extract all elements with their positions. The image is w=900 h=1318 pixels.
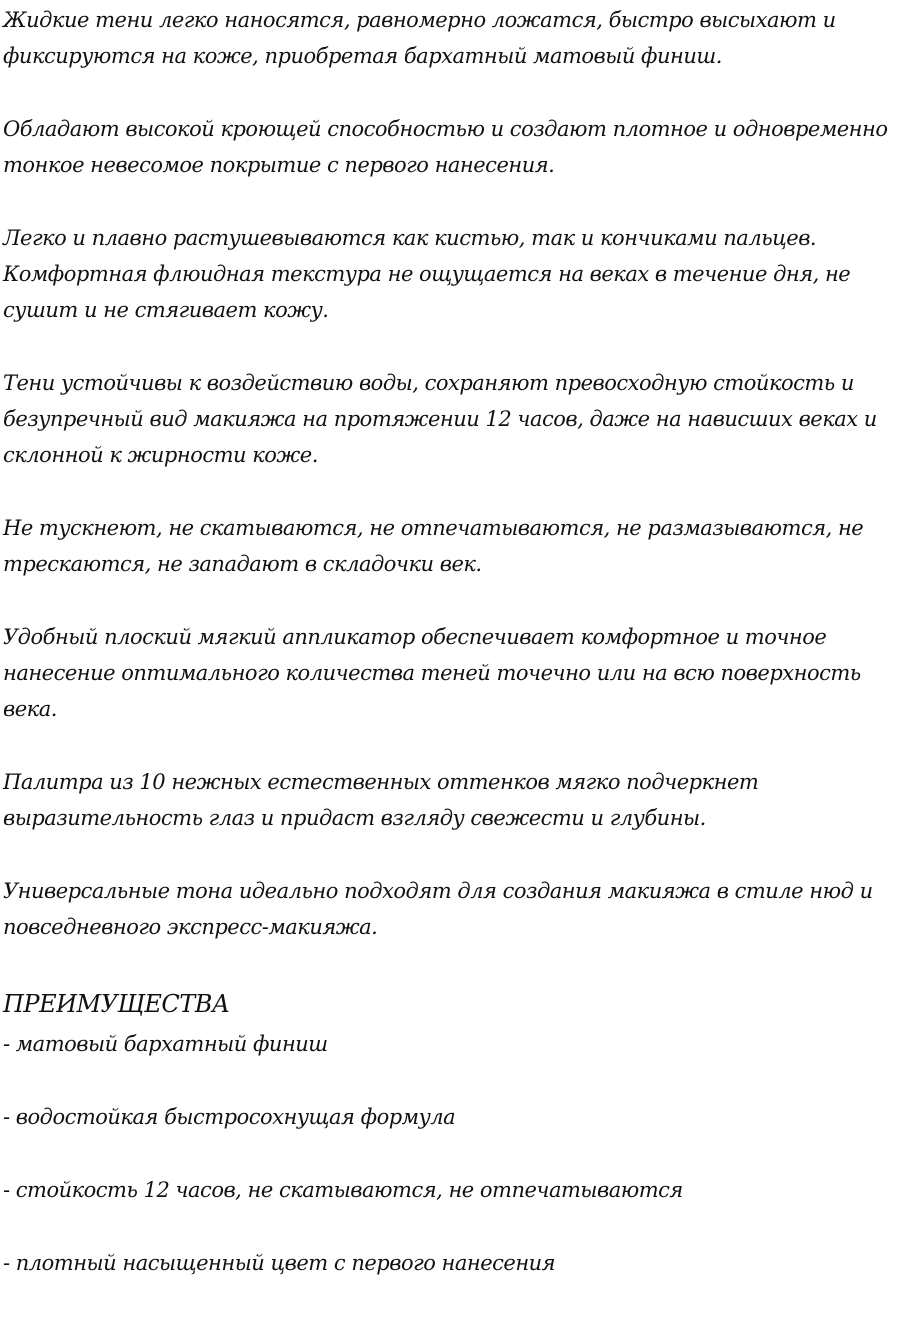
advantage-item: - стойкость 12 часов, не скатываются, не отпечатываются bbox=[3, 1178, 683, 1202]
paragraph-waterproof: Тени устойчивы к воздействию воды, сохраняют превосходную стойкость и безупречный вид макияжа на протяжении 12 часов, даже на нависших веках и склонной к жирности коже. bbox=[3, 371, 877, 467]
paragraph-blending: Легко и плавно растушевываются как кистью, так и кончиками пальцев. Комфортная флюидная текстура не ощущается на веках в течение дня, не сушит и не стягивает кожу. bbox=[3, 226, 851, 322]
paragraph-application: Жидкие тени легко наносятся, равномерно ложатся, быстро высыхают и фиксируются на коже, приобретая бархатный матовый финиш. bbox=[3, 8, 836, 68]
paragraph-coverage: Обладают высокой кроющей способностью и создают плотное и одновременно тонкое невесомое покрытие с первого нанесения. bbox=[3, 117, 888, 177]
paragraph-durability: Не тускнеют, не скатываются, не отпечатываются, не размазываются, не трескаются, не западают в складочки век. bbox=[3, 516, 864, 576]
paragraph-applicator: Удобный плоский мягкий аппликатор обеспечивает комфортное и точное нанесение оптимального количества теней точечно или на всю поверхность века. bbox=[3, 625, 861, 721]
paragraph-palette: Палитра из 10 нежных естественных оттенков мягко подчеркнет выразительность глаз и придаст взгляду свежести и глубины. bbox=[3, 770, 759, 830]
advantage-item: - плотный насыщенный цвет с первого нанесения bbox=[3, 1251, 556, 1275]
product-description bbox=[3, 2, 897, 1318]
advantages-list bbox=[3, 1026, 897, 1281]
advantage-item: - матовый бархатный финиш bbox=[3, 1032, 328, 1056]
advantage-item: - водостойкая быстросохнущая формула bbox=[3, 1105, 456, 1129]
paragraph-universal: Универсальные тона идеально подходят для создания макияжа в стиле нюд и повседневного экспресс-макияжа. bbox=[3, 879, 873, 939]
advantages-heading: ПРЕИМУЩЕСТВА bbox=[3, 990, 230, 1018]
